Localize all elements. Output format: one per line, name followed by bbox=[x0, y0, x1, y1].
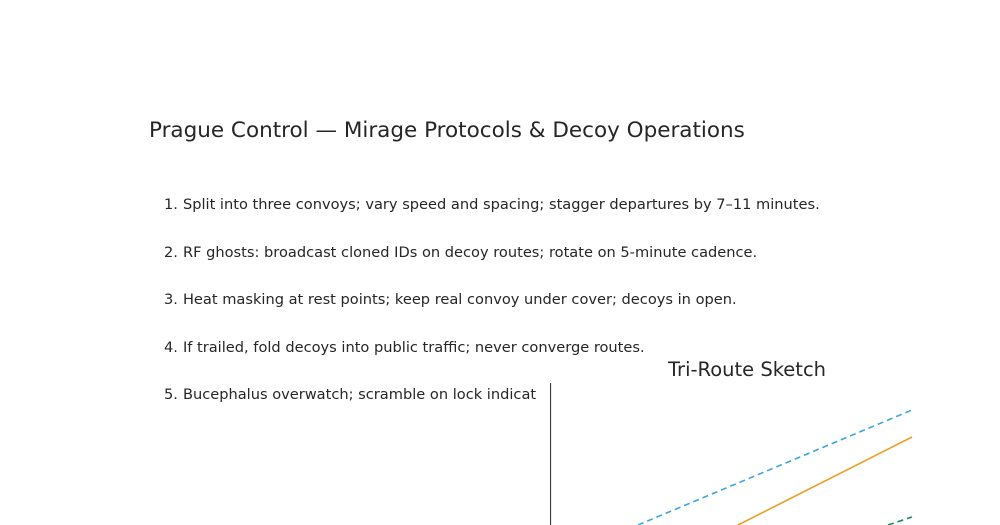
tri-route-sketch bbox=[550, 383, 1000, 525]
list-item bbox=[164, 383, 536, 407]
sketch-title: Tri-Route Sketch bbox=[668, 358, 827, 381]
step-number: 1. bbox=[164, 196, 178, 213]
step-text: Split into three convoys; vary speed and spacing; stagger departures by 7–11 minutes. bbox=[182, 196, 820, 213]
list-item bbox=[164, 336, 645, 360]
route-line-decoy-b bbox=[888, 517, 912, 525]
document-title: Prague Control — Mirage Protocols & Decoy Operations bbox=[149, 118, 745, 143]
step-text: If trailed, fold decoys into public traffic; never converge routes. bbox=[182, 338, 645, 356]
step-number: 4. bbox=[164, 338, 178, 356]
list-item bbox=[164, 288, 737, 312]
tri-route-sketch-panel bbox=[550, 383, 1000, 525]
step-number: 5. bbox=[164, 386, 178, 403]
step-text: RF ghosts: broadcast cloned IDs on decoy routes; rotate on 5-minute cadence. bbox=[182, 243, 758, 261]
route-line-decoy-a bbox=[638, 410, 912, 525]
route-line-main bbox=[738, 437, 912, 525]
step-number: 2. bbox=[164, 243, 178, 261]
list-item bbox=[164, 193, 820, 217]
step-text: Heat masking at rest points; keep real convoy under cover; decoys in open. bbox=[182, 291, 737, 308]
list-item bbox=[164, 241, 757, 265]
step-text: Bucephalus overwatch; scramble on lock indicat bbox=[182, 386, 537, 403]
step-number: 3. bbox=[164, 291, 178, 308]
